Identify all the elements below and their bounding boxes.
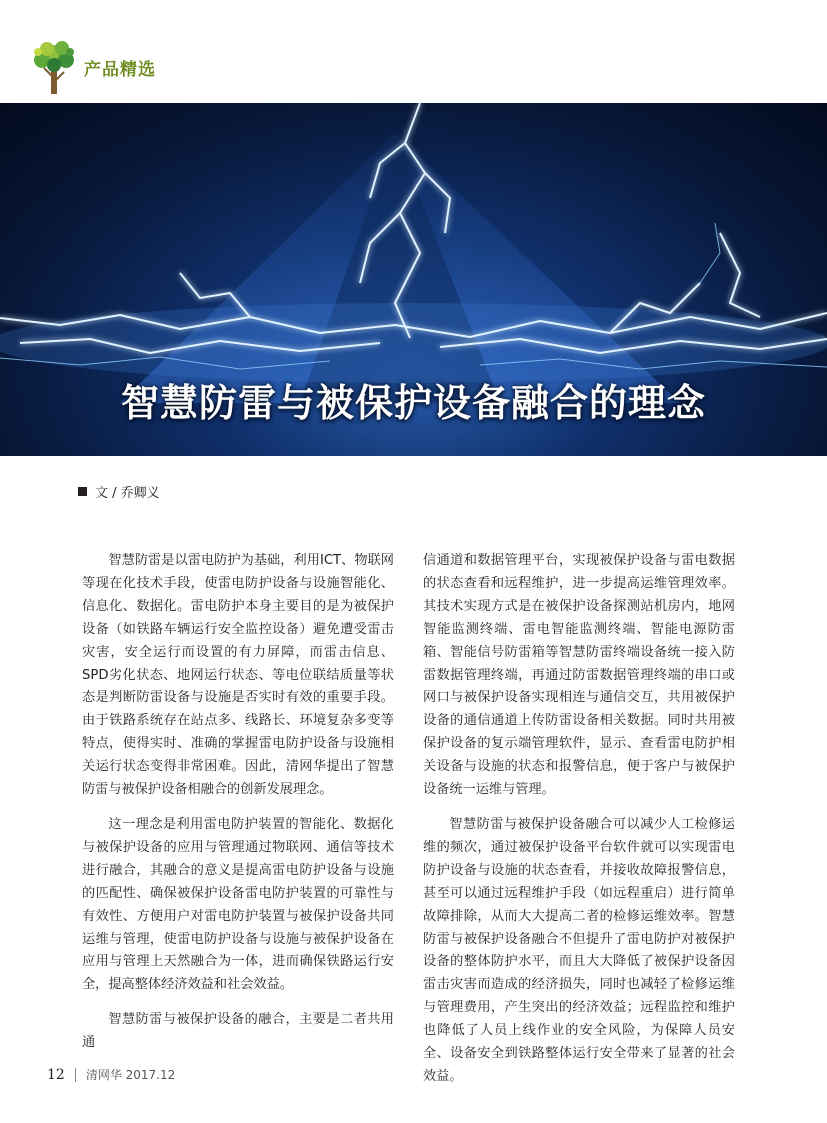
page-number: 12: [47, 1066, 65, 1083]
paragraph: 智慧防雷与被保护设备的融合，主要是二者共用通: [82, 1012, 394, 1051]
right-column: [423, 550, 735, 1101]
paragraph: 信通道和数据管理平台，实现被保护设备与雷电数据的状态查看和远程维护，进一步提高运维管理效率。其技术实现方式是在被保护设备探测站机房内，地网智能监测终端、雷电智能监测终端、智能电源防雷箱、智能信号防雷箱等智慧防雷终端设备统一接入防雷数据管理终端，再通过防雷数据管理终端的串口或网口与被保护设备实现相连与通信交互，共用被保护设备的通信通道上传防雷设备相关数据。同时共用被保护设备的复示端管理软件，显示、查看雷电防护相关设备与设施的状态和报警信息，便于客户与被保护设备统一运维与管理。: [423, 553, 735, 798]
paragraph: 这一理念是利用雷电防护装置的智能化、数据化与被保护设备的应用与管理通过物联网、通信等技术进行融合，其融合的意义是提高雷电防护设备与设施的匹配性、确保被保护设备雷电防护装置的可靠性与有效性、方便用户对雷电防护装置与被保护设备共同运维与管理，使雷电防护设备与设施与被保护设备在应用与管理上天然融合为一体，进而确保铁路运行安全，提高整体经济效益和社会效益。: [82, 816, 394, 993]
tree-logo-icon: [30, 38, 78, 96]
section-label: 产品精选: [84, 59, 156, 80]
byline: [78, 482, 160, 501]
author: 文 / 乔卿义: [95, 486, 160, 501]
page-footer: [47, 1066, 175, 1083]
page-header: [30, 38, 156, 96]
publication-info: 清网华 2017.12: [85, 1068, 176, 1082]
left-column: [82, 550, 394, 1067]
bullet-square-icon: [78, 487, 87, 496]
paragraph: 智慧防雷是以雷电防护为基础，利用ICT、物联网等现在化技术手段，使雷电防护设备与设施智能化、信息化、数据化。雷电防护本身主要目的是为被保护设备（如铁路车辆运行安全监控设备）避免遭受雷击灾害，安全运行而设置的有力屏障，而雷击信息、SPD劣化状态、地网运行状态、等电位联结质量等状态是判断防雷设备与设施是否实时有效的重要手段。由于铁路系统存在站点多、线路长、环境复杂多变等特点，使得实时、准确的掌握雷电防护设备与设施相关运行状态变得非常困难。因此，清网华提出了智慧防雷与被保护设备相融合的创新发展理念。: [82, 553, 394, 798]
paragraph: 智慧防雷与被保护设备融合可以减少人工检修运维的频次，通过被保护设备平台软件就可以实现雷电防护设备与设施的状态查看，并接收故障报警信息，甚至可以通过远程维护手段（如远程重启）进行简单故障排除，从而大大提高二者的检修运维效率。智慧防雷与被保护设备融合不但提升了雷电防护对被保护设备的整体防护水平，而且大大降低了被保护设备因雷击灾害而造成的经济损失，同时也减轻了检修运维与管理费用，产生突出的经济效益；远程监控和维护也降低了人员上线作业的安全风险，为保障人员安全、设备安全到铁路整体运行安全带来了显著的社会效益。: [423, 816, 735, 1084]
article-title: 智慧防雷与被保护设备融合的理念: [120, 381, 706, 425]
footer-divider: [75, 1068, 76, 1082]
